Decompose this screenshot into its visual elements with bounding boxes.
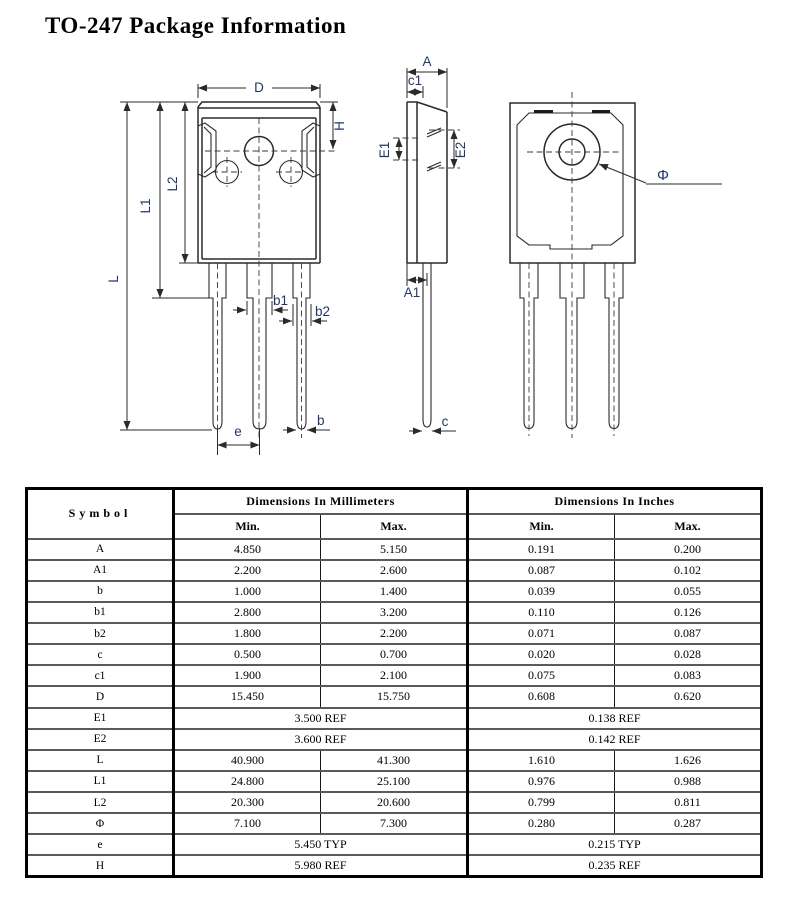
value-cell: 0.020 (468, 644, 615, 665)
value-cell: 0.102 (615, 560, 762, 581)
value-cell: 0.811 (615, 792, 762, 813)
symbol-cell: Φ (27, 813, 174, 834)
value-cell: 1.000 (174, 581, 321, 602)
front-right-notch (302, 123, 320, 177)
symbol-cell: c1 (27, 665, 174, 686)
value-cell: 0.110 (468, 602, 615, 623)
symbol-cell: b1 (27, 602, 174, 623)
front-left-notch (198, 123, 216, 177)
symbol-cell: L1 (27, 771, 174, 792)
dimensions-table-head (27, 489, 762, 539)
value-cell: 3.500 REF (174, 708, 468, 729)
value-cell: 41.300 (321, 750, 468, 771)
dimensions-table-body (27, 539, 762, 877)
symbol-cell: L (27, 750, 174, 771)
dim-label-L: L (106, 275, 121, 283)
value-cell: 0.287 (615, 813, 762, 834)
value-cell: 0.191 (468, 539, 615, 560)
value-cell: 0.126 (615, 602, 762, 623)
inch-max-header: Max. (615, 514, 762, 539)
front-lead-2 (247, 263, 272, 429)
value-cell: 1.610 (468, 750, 615, 771)
dim-label-L1: L1 (138, 198, 153, 214)
table-row (27, 581, 762, 602)
value-cell: 0.200 (615, 539, 762, 560)
dim-label-L2: L2 (165, 176, 180, 192)
symbol-cell: E1 (27, 708, 174, 729)
value-cell: 0.988 (615, 771, 762, 792)
mm-max-header: Max. (321, 514, 468, 539)
value-cell: 0.083 (615, 665, 762, 686)
value-cell: 2.600 (321, 560, 468, 581)
value-cell: 20.300 (174, 792, 321, 813)
value-cell: 5.450 TYP (174, 834, 468, 855)
side-lead (423, 263, 431, 427)
dim-label-c1: c1 (407, 73, 423, 88)
dim-label-b2: b2 (315, 304, 331, 319)
dim-label-b1: b1 (273, 293, 289, 308)
value-cell: 0.087 (615, 623, 762, 644)
value-cell: 3.600 REF (174, 729, 468, 750)
mm-min-header: Min. (174, 514, 321, 539)
dim-label-b: b (317, 413, 325, 428)
value-cell: 1.626 (615, 750, 762, 771)
side-extension-lines (407, 68, 447, 286)
value-cell: 1.800 (174, 623, 321, 644)
front-extension-lines (120, 84, 338, 455)
side-mold-marks (427, 128, 441, 171)
symbol-cell: L2 (27, 792, 174, 813)
side-body-outline (407, 102, 447, 263)
inch-min-header: Min. (468, 514, 615, 539)
value-cell: 7.300 (321, 813, 468, 834)
value-cell: 5.980 REF (174, 855, 468, 876)
table-row (27, 729, 762, 750)
value-cell: 0.215 TYP (468, 834, 762, 855)
inch-group-header: Dimensions In Inches (468, 489, 762, 514)
value-cell: 1.400 (321, 581, 468, 602)
dim-label-A1: A1 (403, 285, 421, 300)
value-cell: 0.039 (468, 581, 615, 602)
table-row (27, 623, 762, 644)
value-cell: 40.900 (174, 750, 321, 771)
dim-label-D: D (254, 80, 264, 95)
table-row (27, 708, 762, 729)
value-cell: 0.028 (615, 644, 762, 665)
side-e-dashlines (393, 130, 460, 168)
symbol-cell: D (27, 686, 174, 707)
table-row (27, 771, 762, 792)
value-cell: 0.799 (468, 792, 615, 813)
dim-label-E1: E1 (377, 141, 392, 159)
table-row (27, 813, 762, 834)
dimensions-table (25, 487, 763, 878)
dim-label-H: H (332, 121, 347, 131)
value-cell: 15.450 (174, 686, 321, 707)
value-cell: 0.700 (321, 644, 468, 665)
table-row (27, 834, 762, 855)
dim-label-e: e (234, 424, 242, 439)
mm-group-header: Dimensions In Millimeters (174, 489, 468, 514)
value-cell: 0.055 (615, 581, 762, 602)
value-cell: 0.142 REF (468, 729, 762, 750)
table-row (27, 686, 762, 707)
symbol-cell: H (27, 855, 174, 876)
symbol-cell: c (27, 644, 174, 665)
value-cell: 5.150 (321, 539, 468, 560)
front-body-outline (198, 102, 320, 263)
value-cell: 0.976 (468, 771, 615, 792)
value-cell: 0.087 (468, 560, 615, 581)
dim-label-c: c (441, 414, 449, 429)
dim-label-E2: E2 (453, 141, 468, 159)
page-title: TO-247 Package Information (45, 13, 347, 38)
value-cell: 0.620 (615, 686, 762, 707)
back-body-outline (510, 103, 635, 263)
table-row (27, 665, 762, 686)
symbol-header: Symbol (27, 489, 174, 539)
value-cell: 4.850 (174, 539, 321, 560)
value-cell: 24.800 (174, 771, 321, 792)
symbol-cell: e (27, 834, 174, 855)
value-cell: 2.800 (174, 602, 321, 623)
value-cell: 20.600 (321, 792, 468, 813)
value-cell: 2.100 (321, 665, 468, 686)
value-cell: 0.071 (468, 623, 615, 644)
table-row (27, 792, 762, 813)
symbol-cell: b2 (27, 623, 174, 644)
value-cell: 0.235 REF (468, 855, 762, 876)
value-cell: 0.280 (468, 813, 615, 834)
value-cell: 2.200 (174, 560, 321, 581)
dim-label-phi: Φ (657, 167, 669, 184)
table-row (27, 560, 762, 581)
table-row (27, 855, 762, 876)
dim-label-A: A (422, 54, 432, 69)
symbol-cell: A1 (27, 560, 174, 581)
value-cell: 7.100 (174, 813, 321, 834)
symbol-cell: E2 (27, 729, 174, 750)
value-cell: 0.500 (174, 644, 321, 665)
value-cell: 0.608 (468, 686, 615, 707)
table-row (27, 644, 762, 665)
table-row (27, 539, 762, 560)
value-cell: 0.138 REF (468, 708, 762, 729)
side-view-drawing (377, 54, 468, 431)
value-cell: 2.200 (321, 623, 468, 644)
front-view-drawing (106, 80, 347, 455)
value-cell: 0.075 (468, 665, 615, 686)
symbol-cell: b (27, 581, 174, 602)
symbol-cell: A (27, 539, 174, 560)
back-inner-outline (517, 113, 623, 249)
value-cell: 3.200 (321, 602, 468, 623)
value-cell: 15.750 (321, 686, 468, 707)
value-cell: 1.900 (174, 665, 321, 686)
table-row (27, 750, 762, 771)
value-cell: 25.100 (321, 771, 468, 792)
table-row (27, 602, 762, 623)
back-view-drawing (510, 92, 722, 438)
group-header-row (27, 489, 762, 514)
front-centerlines (205, 118, 337, 440)
